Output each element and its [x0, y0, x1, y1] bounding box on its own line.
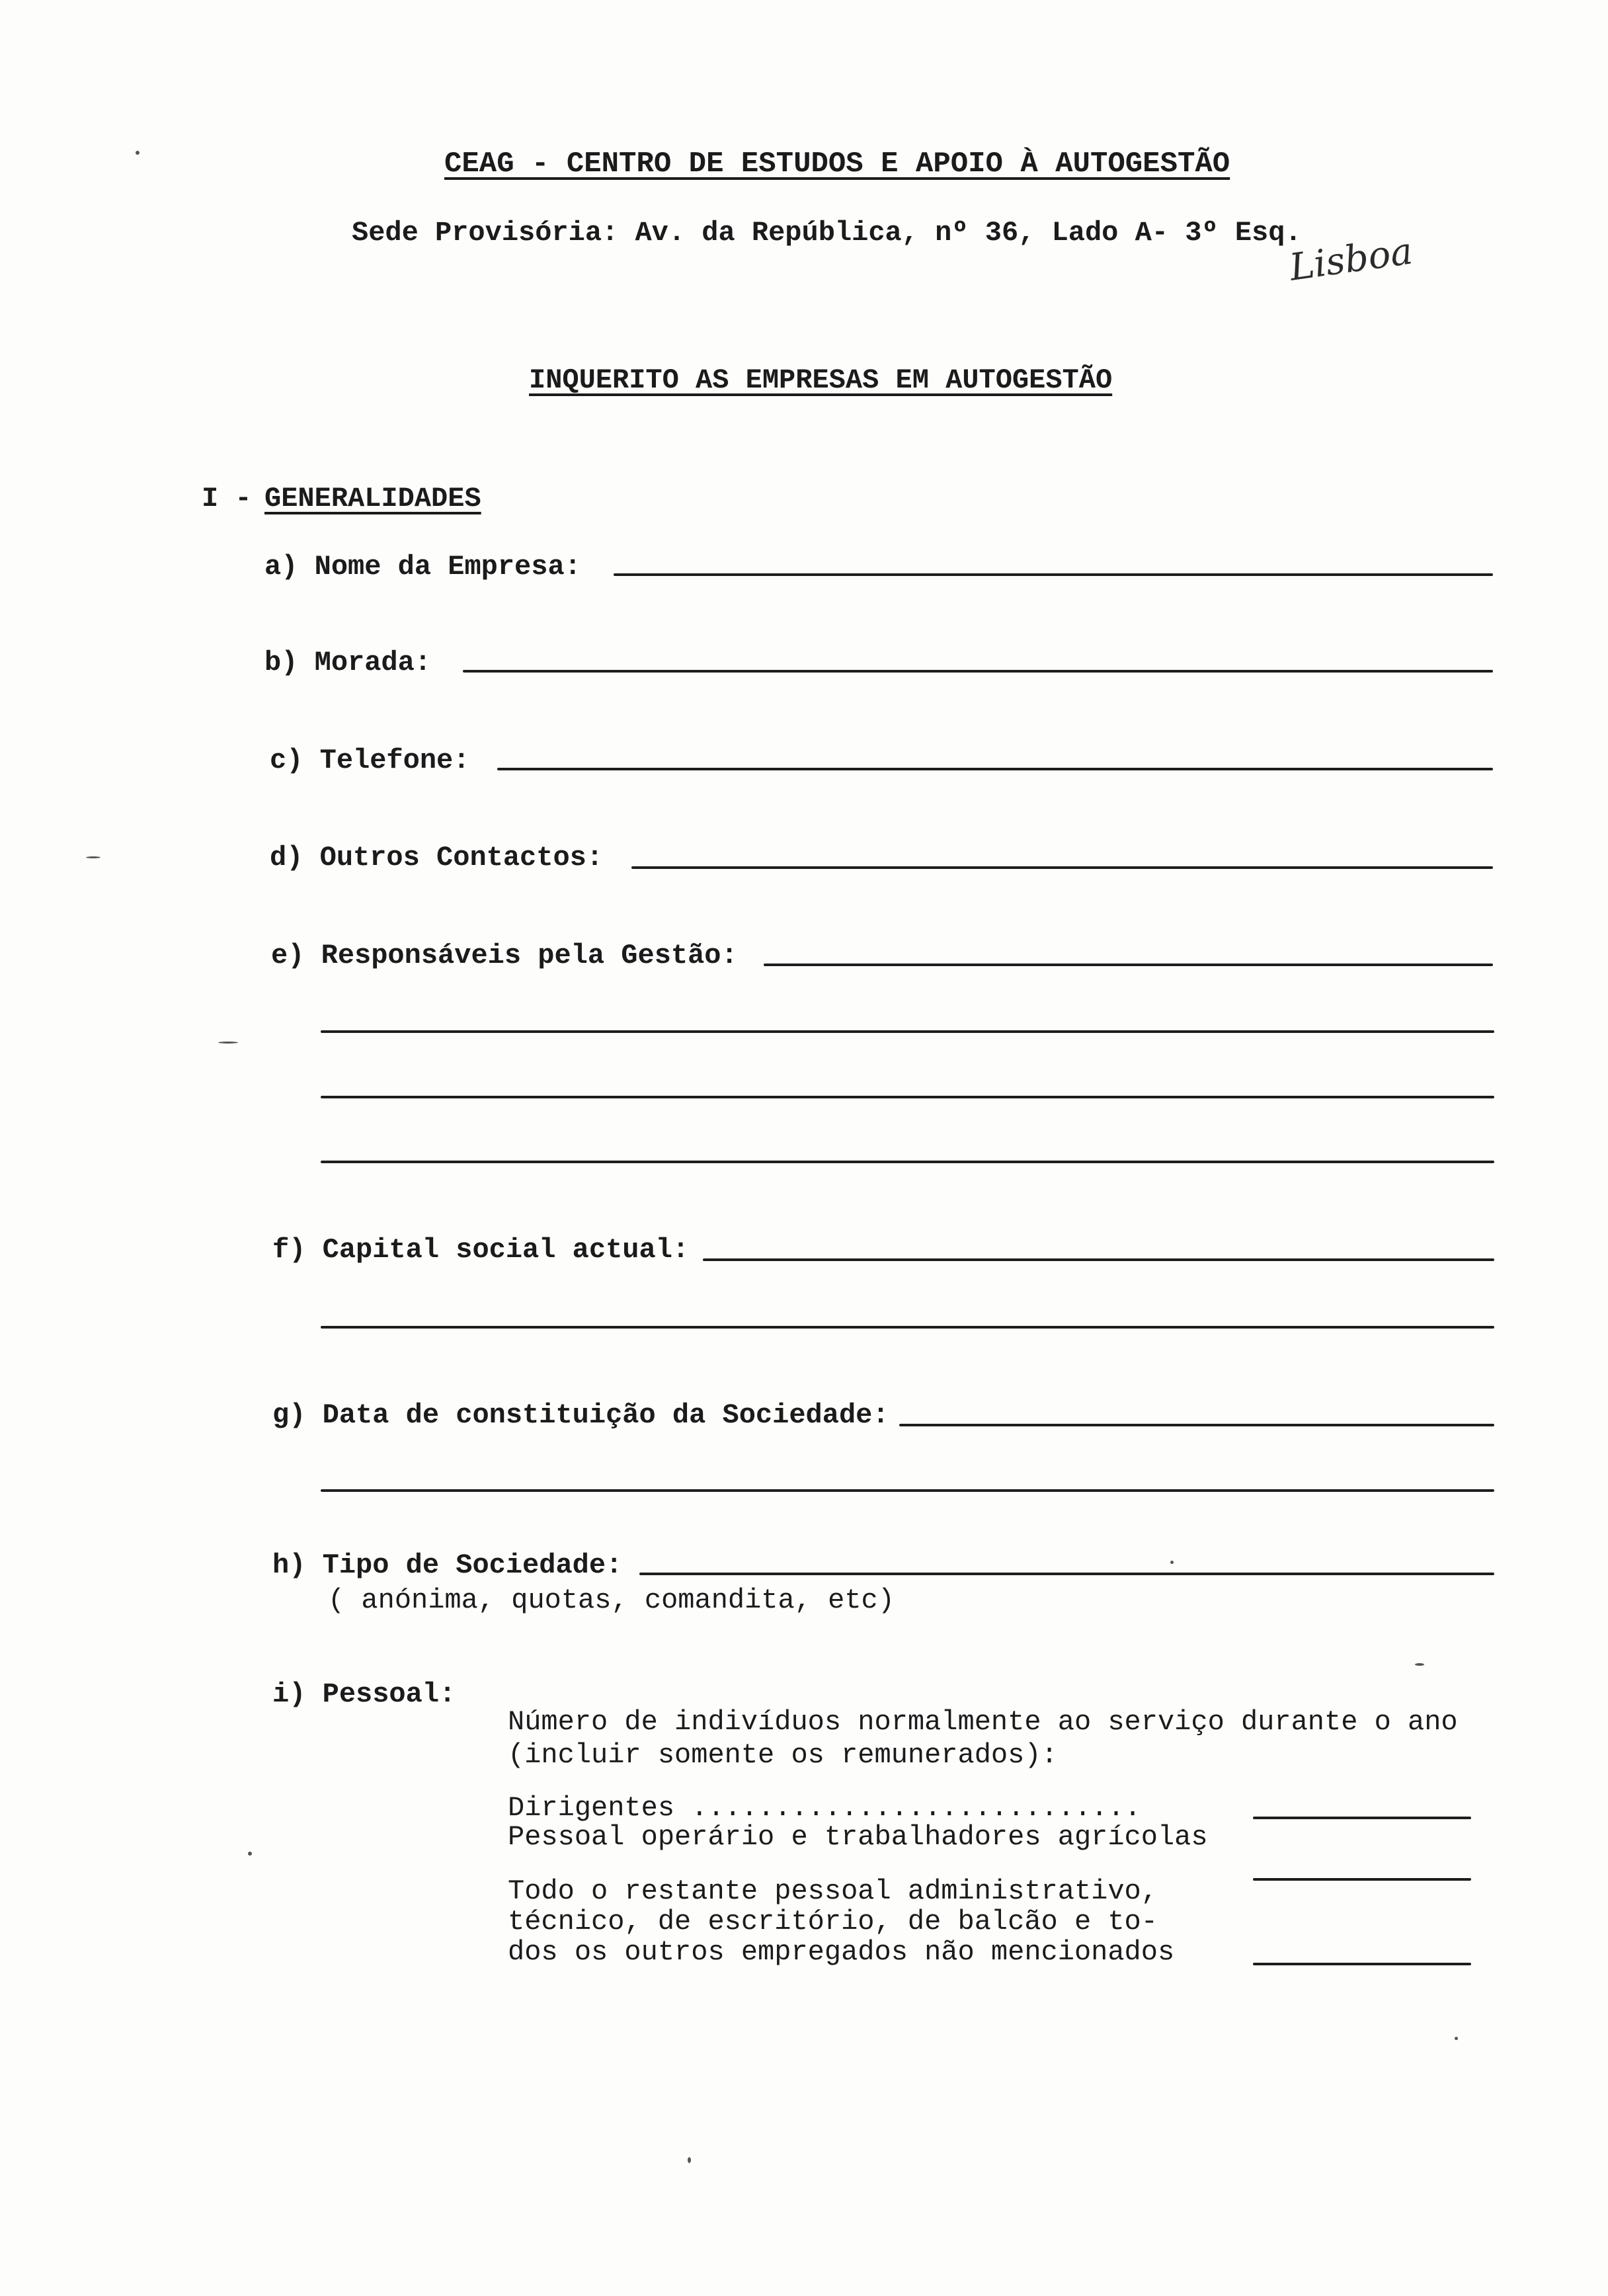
tipo-sociedade-input-line[interactable] — [639, 1573, 1494, 1575]
section-title: GENERALIDADES — [264, 483, 481, 514]
form-title: INQUERITO AS EMPRESAS EM AUTOGESTÃO — [529, 364, 1113, 396]
pessoal-intro-line-2: (incluir somente os remunerados): — [508, 1739, 1058, 1771]
org-title: CEAG - CENTRO DE ESTUDOS E APOIO À AUTOGESTÃO — [444, 147, 1230, 181]
scan-speck — [136, 151, 140, 155]
pessoal-restante-line-1: Todo o restante pessoal administrativo, — [508, 1875, 1158, 1907]
section-number: I - — [202, 483, 252, 514]
pessoal-restante-line-2: técnico, de escritório, de balcão e to- — [508, 1906, 1158, 1938]
field-label-outros-contactos: d) Outros Contactos: — [270, 842, 604, 874]
data-constituicao-input-line-1[interactable] — [899, 1424, 1494, 1426]
handwritten-note: Lisboa — [1287, 229, 1416, 290]
scan-speck — [1415, 1663, 1424, 1666]
scan-speck — [688, 2157, 691, 2163]
pessoal-dirigentes-label: Dirigentes ........................... — [508, 1792, 1141, 1824]
operario-input-line[interactable] — [1253, 1878, 1471, 1881]
scan-speck — [248, 1852, 252, 1856]
address-line: Sede Provisória: Av. da República, nº 36, Lado A- 3º Esq. — [352, 217, 1302, 249]
field-label-data-constituicao: g) Data de constituição da Sociedade: — [272, 1399, 889, 1431]
field-label-nome-empresa: a) Nome da Empresa: — [264, 551, 581, 583]
responsaveis-input-line-3[interactable] — [321, 1096, 1494, 1098]
data-constituicao-input-line-2[interactable] — [321, 1489, 1494, 1492]
scan-speck — [218, 1042, 238, 1044]
pessoal-operario-label: Pessoal operário e trabalhadores agrícolas — [508, 1821, 1208, 1853]
field-label-responsaveis: e) Responsáveis pela Gestão: — [271, 940, 738, 971]
restante-input-line[interactable] — [1253, 1963, 1471, 1965]
responsaveis-input-line-1[interactable] — [764, 964, 1493, 966]
pessoal-intro-line-1: Número de indivíduos normalmente ao serviço durante o ano — [508, 1706, 1458, 1738]
capital-social-input-line-2[interactable] — [321, 1326, 1494, 1329]
responsaveis-input-line-4[interactable] — [321, 1161, 1494, 1163]
nome-empresa-input-line[interactable] — [614, 573, 1493, 576]
pessoal-restante-line-3: dos os outros empregados não mencionados — [508, 1936, 1175, 1968]
scan-speck — [1455, 2037, 1458, 2040]
field-label-telefone: c) Telefone: — [270, 745, 470, 776]
responsaveis-input-line-2[interactable] — [321, 1030, 1494, 1033]
capital-social-input-line-1[interactable] — [703, 1258, 1494, 1261]
field-label-pessoal: i) Pessoal: — [272, 1678, 456, 1710]
dirigentes-input-line[interactable] — [1253, 1817, 1471, 1819]
telefone-input-line[interactable] — [497, 768, 1493, 770]
scan-speck — [1170, 1561, 1174, 1564]
field-label-tipo-sociedade: h) Tipo de Sociedade: — [272, 1549, 623, 1581]
outros-contactos-input-line[interactable] — [631, 866, 1493, 869]
tipo-sociedade-hint: ( anónima, quotas, comandita, etc) — [328, 1584, 895, 1616]
scan-speck — [86, 856, 100, 858]
field-label-capital-social: f) Capital social actual: — [272, 1234, 690, 1266]
morada-input-line[interactable] — [463, 670, 1493, 673]
field-label-morada: b) Morada: — [264, 647, 432, 678]
